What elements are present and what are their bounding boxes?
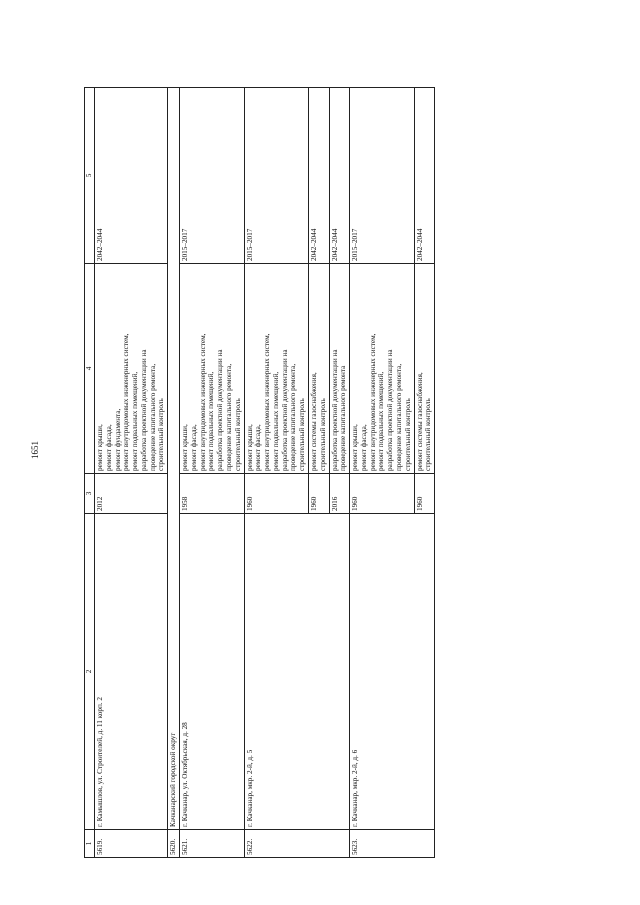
work-item: проведение капитального ремонта [339,365,348,471]
column-header-5: 5 [85,88,95,264]
column-header-2: 2 [85,514,95,830]
work-item: ремонт системы газоснабжения, [415,372,424,471]
work-item: разработка проектной документации на [216,349,225,471]
work-item: ремонт внутридомовых инженерных систем, [263,333,272,471]
works-cell [350,264,414,474]
work-item: ремонт внутридомовых инженерных систем, [122,333,131,471]
works-cell [180,264,244,474]
period-cell: 2015–2017 [180,88,244,264]
work-item: ремонт подвальных помещений, [207,371,216,471]
table-row [350,88,414,858]
year-cell: 1960 [308,474,329,514]
period-cell: 2042–2044 [329,88,350,264]
work-item: строительный контроль [403,398,412,471]
column-number-header-row [85,88,95,858]
work-item: ремонт фасада, [189,424,198,471]
work-item: проведение капитального ремонта, [395,363,403,471]
column-header-4: 4 [85,264,95,474]
work-item: ремонт крыши, [245,424,254,471]
work-item: ремонт внутридомовых инженерных систем, [198,333,207,471]
period-cell: 2042–2044 [308,88,329,264]
work-item: ремонт подвальных помещений, [131,371,140,471]
row-number: 5622. [244,830,350,858]
repair-schedule-table [84,87,435,858]
works-cell [329,264,350,474]
district-title: Качканарский городской округ [168,88,180,830]
work-item: ремонт крыши, [351,424,360,471]
work-item: ремонт подвальных помещений, [377,371,386,471]
works-cell [414,264,435,474]
work-item: ремонт фундамента, [113,408,122,471]
year-cell: 2016 [329,474,350,514]
period-cell: 2015–2017 [244,88,308,264]
address-cell: г. Камышлов, ул. Строителей, д. 11 корп. 2 [95,514,168,830]
work-item: строительный контроль [424,398,433,471]
work-item: разработка проектной документации на [280,349,289,471]
work-item: разработка проектной документации на [139,349,148,471]
work-item: проведение капитального ремонта, [224,363,233,471]
table-row [95,88,168,858]
address-cell: г. Качканар, ул. Октябрьская, д. 28 [180,514,244,830]
work-item: строительный контроль [233,398,242,471]
work-item: проведение капитального ремонта, [289,363,298,471]
column-header-1: 1 [85,830,95,858]
works-cell [95,264,168,474]
work-item: строительный контроль [157,398,166,471]
work-item: ремонт крыши, [96,424,104,471]
work-item: ремонт крыши, [181,424,190,471]
work-item: ремонт внутридомовых инженерных систем, [368,333,377,471]
work-item: ремонт подвальных помещений, [271,371,280,471]
column-header-3: 3 [85,474,95,514]
period-cell: 2042–2044 [414,88,435,264]
address-cell: г. Качканар, мкр. 2-й, д. 5 [244,514,350,830]
period-cell: 2042–2044 [95,88,168,264]
rotated-table-container [84,88,568,858]
period-cell: 2015–2017 [350,88,414,264]
work-item: ремонт системы газоснабжения, [309,372,318,471]
year-cell: 1960 [350,474,414,514]
work-item: ремонт фасада, [254,424,263,471]
work-item: строительный контроль [298,398,307,471]
row-number: 5620. [168,830,180,858]
work-item: ремонт фасада, [359,424,368,471]
row-number: 5619. [95,830,168,858]
work-item: строительный контроль [318,398,327,471]
works-cell [308,264,329,474]
row-number: 5623. [350,830,435,858]
year-cell: 1958 [180,474,244,514]
year-cell: 2012 [95,474,168,514]
year-cell: 1960 [414,474,435,514]
work-item: разработка проектной документации на [330,349,339,471]
table-body [95,88,435,858]
row-number: 5621. [180,830,244,858]
district-row [168,88,180,858]
work-item: проведение капитального ремонта, [148,363,157,471]
address-cell: г. Качканар, мкр. 2-й, д. 6 [350,514,435,830]
year-cell: 1960 [244,474,308,514]
page-number: 1651 [30,441,40,459]
work-item: ремонт фасада, [104,424,113,471]
works-cell [244,264,308,474]
table-row [244,88,308,858]
table-row [180,88,244,858]
work-item: разработка проектной документации на [386,349,395,471]
